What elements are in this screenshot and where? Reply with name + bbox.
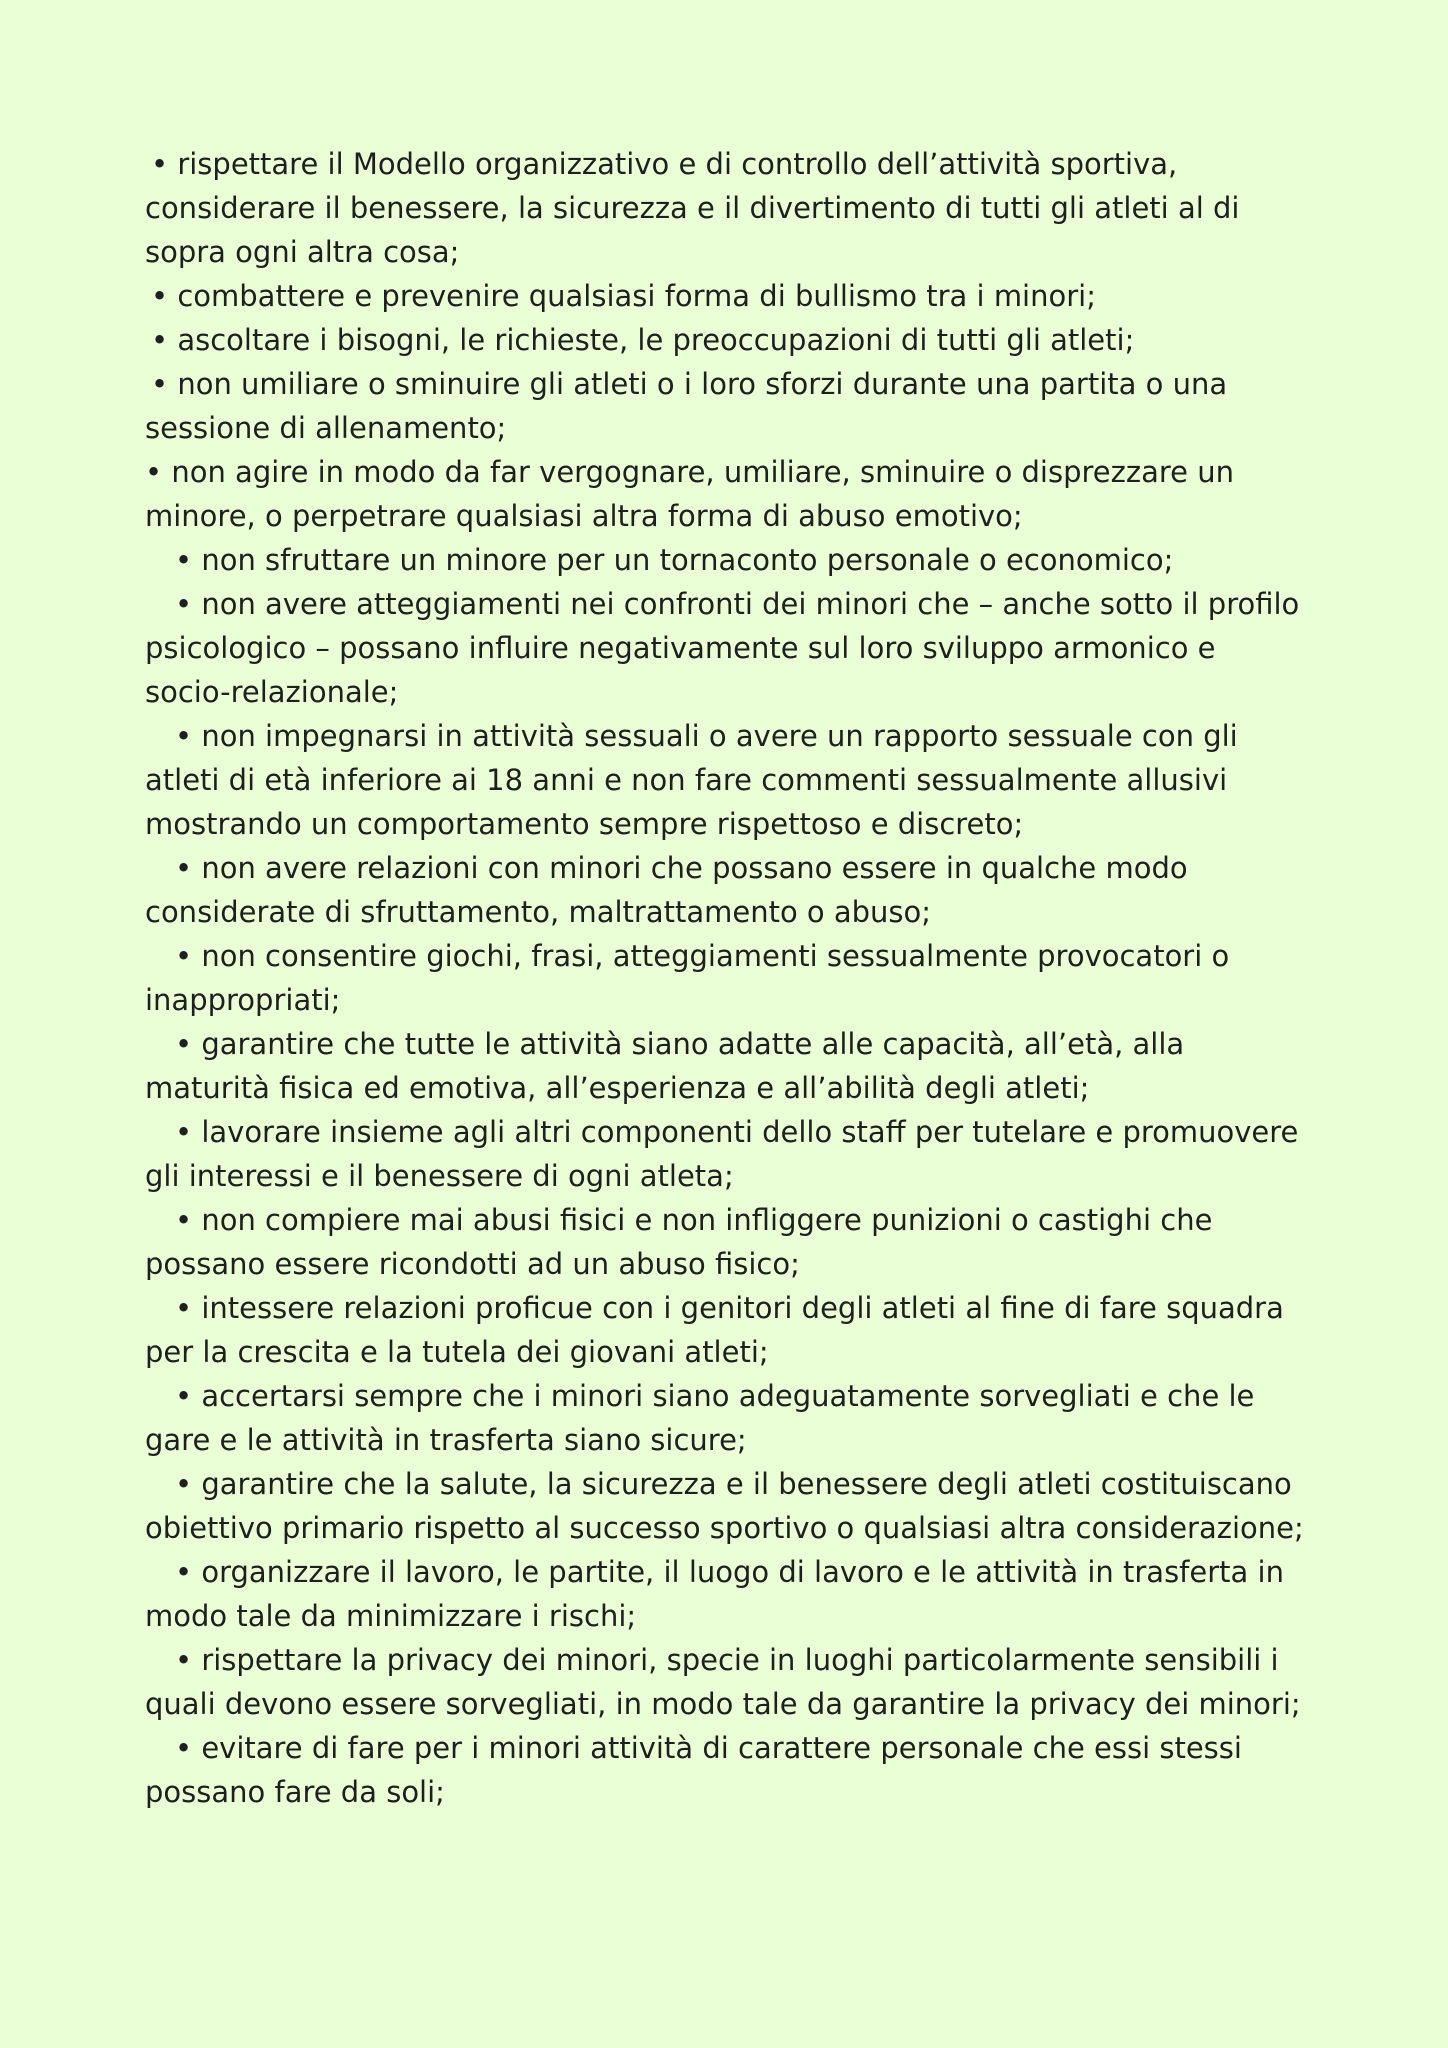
list-item: • non sfruttare un minore per un tornaconto personale o economico;	[175, 543, 1174, 577]
list-item: • garantire che tutte le attività siano adatte alle capacità, all’età, alla maturità fisica ed emotiva, all’esperienza e all’abilità degli atleti;	[145, 1027, 1185, 1105]
list-item: • non umiliare o sminuire gli atleti o i loro sforzi durante una partita o una sessione di allenamento;	[145, 367, 1228, 445]
list-item: • non avere atteggiamenti nei confronti dei minori che – anche sotto il profilo psicologico – possano influire negativamente sul loro sviluppo armonico e socio-relazionale;	[145, 587, 1300, 709]
list-item: • organizzare il lavoro, le partite, il luogo di lavoro e le attività in trasferta in modo tale da minimizzare i rischi;	[145, 1555, 1284, 1633]
list-item: • combattere e prevenire qualsiasi forma di bullismo tra i minori;	[151, 279, 1096, 313]
list-item: • intessere relazioni proficue con i genitori degli atleti al fine di fare squadra per la crescita e la tutela dei giovani atleti;	[145, 1291, 1284, 1369]
list-item: • non compiere mai abusi fisici e non infliggere punizioni o castighi che possano essere ricondotti ad un abuso fisico;	[145, 1203, 1213, 1281]
list-item: • garantire che la salute, la sicurezza e il benessere degli atleti costituiscano obiettivo primario rispetto al successo sportivo o qualsiasi altra considerazione;	[145, 1467, 1304, 1545]
list-item: • rispettare il Modello organizzativo e di controllo dell’attività sportiva, considerare il benessere, la sicurezza e il divertimento di tutti gli atleti al di sopra ogni altra cosa;	[145, 147, 1240, 269]
list-item: • accertarsi sempre che i minori siano adeguatamente sorvegliati e che le gare e le attività in trasferta siano sicure;	[145, 1379, 1255, 1457]
list-item: • lavorare insieme agli altri componenti dello staff per tutelare e promuovere gli interessi e il benessere di ogni atleta;	[145, 1115, 1299, 1193]
list-item: • evitare di fare per i minori attività di carattere personale che essi stessi possano fare da soli;	[145, 1731, 1242, 1809]
list-item: • ascoltare i bisogni, le richieste, le preoccupazioni di tutti gli atleti;	[151, 323, 1135, 357]
list-item: • non agire in modo da far vergognare, umiliare, sminuire o disprezzare un minore, o perpetrare qualsiasi altra forma di abuso emotivo;	[145, 455, 1234, 533]
list-item: • non avere relazioni con minori che possano essere in qualche modo considerate di sfruttamento, maltrattamento o abuso;	[145, 851, 1188, 929]
list-item: • rispettare la privacy dei minori, specie in luoghi particolarmente sensibili i quali devono essere sorvegliati, in modo tale da garantire la privacy dei minori;	[145, 1643, 1301, 1721]
list-item: • non impegnarsi in attività sessuali o avere un rapporto sessuale con gli atleti di età inferiore ai 18 anni e non fare commenti sessualmente allusivi mostrando un comportamento sempre rispettoso e discreto;	[145, 719, 1238, 841]
list-item: • non consentire giochi, frasi, atteggiamenti sessualmente provocatori o inappropriati;	[145, 939, 1230, 1017]
